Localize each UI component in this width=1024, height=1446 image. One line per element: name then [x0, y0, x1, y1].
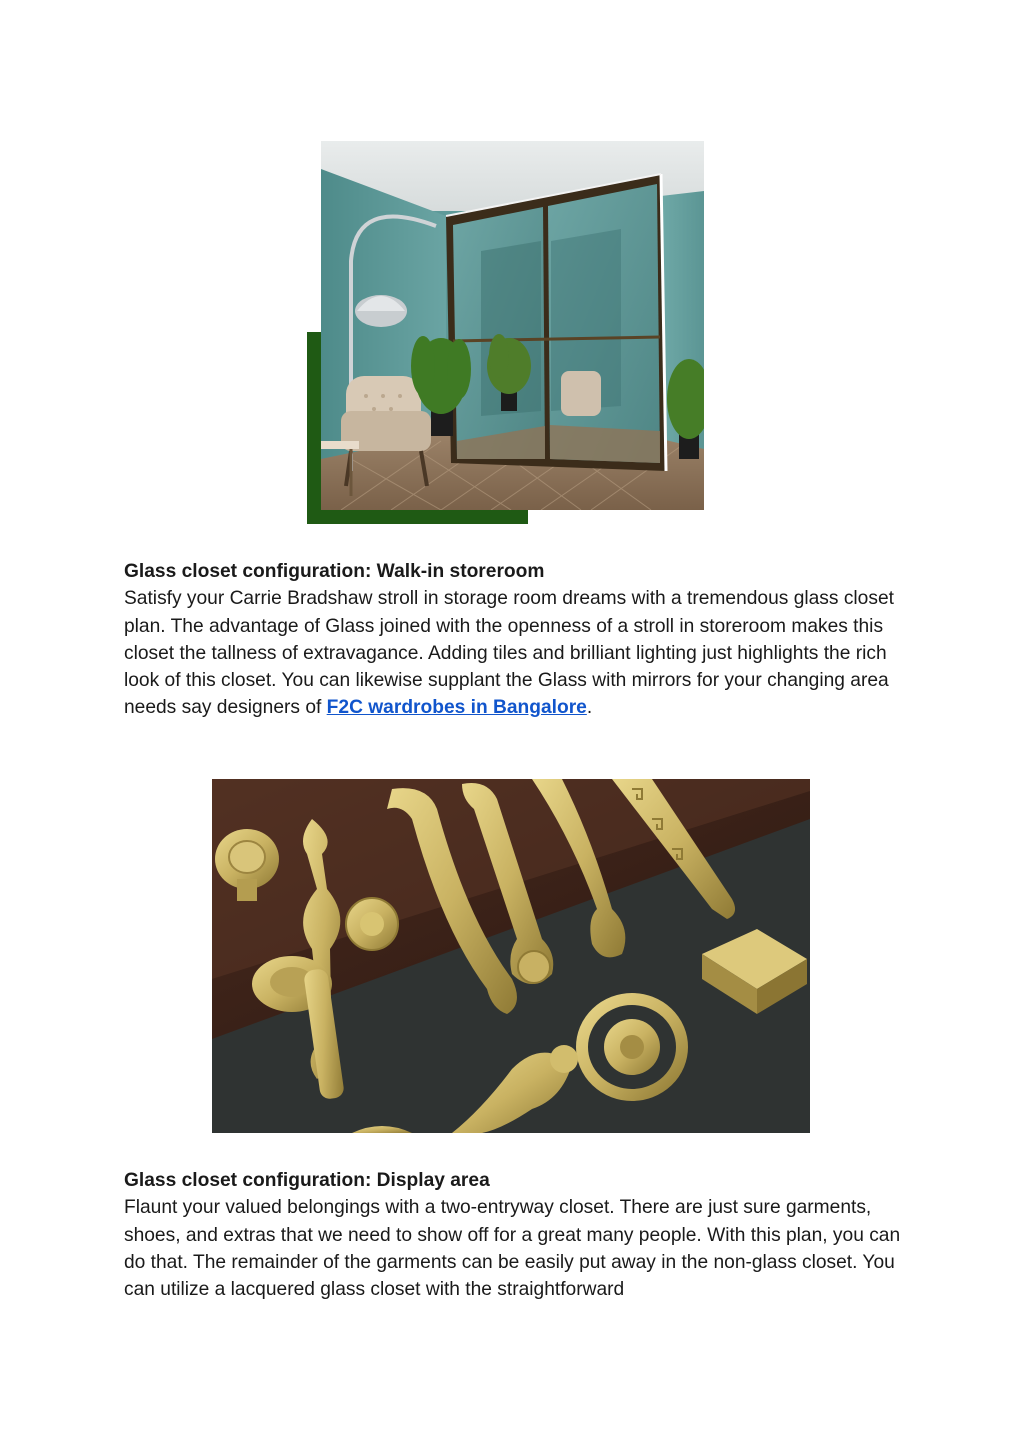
brass-handles-photo — [212, 779, 810, 1133]
section-walk-in-storeroom — [124, 558, 904, 722]
section-heading: Glass closet configuration: Display area — [124, 1170, 490, 1191]
section-body: Flaunt your valued belongings with a two-entryway closet. There are just sure garments, shoes, and extras that we need to show off for a great many people. With this plan, you can do that. The remainder of the garments can be easily put away in the non-glass closet. You can utilize a lacquered glass closet with the straightforward — [124, 1197, 901, 1301]
section-display-area — [124, 1167, 904, 1303]
wardrobe-room-photo — [321, 141, 704, 510]
section-body — [124, 585, 904, 721]
section-heading: Glass closet configuration: Walk-in storeroom — [124, 561, 545, 582]
body-text-end: . — [586, 697, 593, 719]
body-text: Satisfy your Carrie Bradshaw stroll in storage room dreams with a tremendous glass closet plan. The advantage of Glass joined with the openness of a stroll in storeroom makes this closet the tallness of extravagance. Adding tiles and brilliant lighting just highlights the rich look of this closet. You can likewise supplant the Glass with mirrors for your changing area needs say designers of — [124, 588, 894, 719]
f2c-wardrobes-link[interactable]: F2C wardrobes in Bangalore — [326, 697, 587, 719]
